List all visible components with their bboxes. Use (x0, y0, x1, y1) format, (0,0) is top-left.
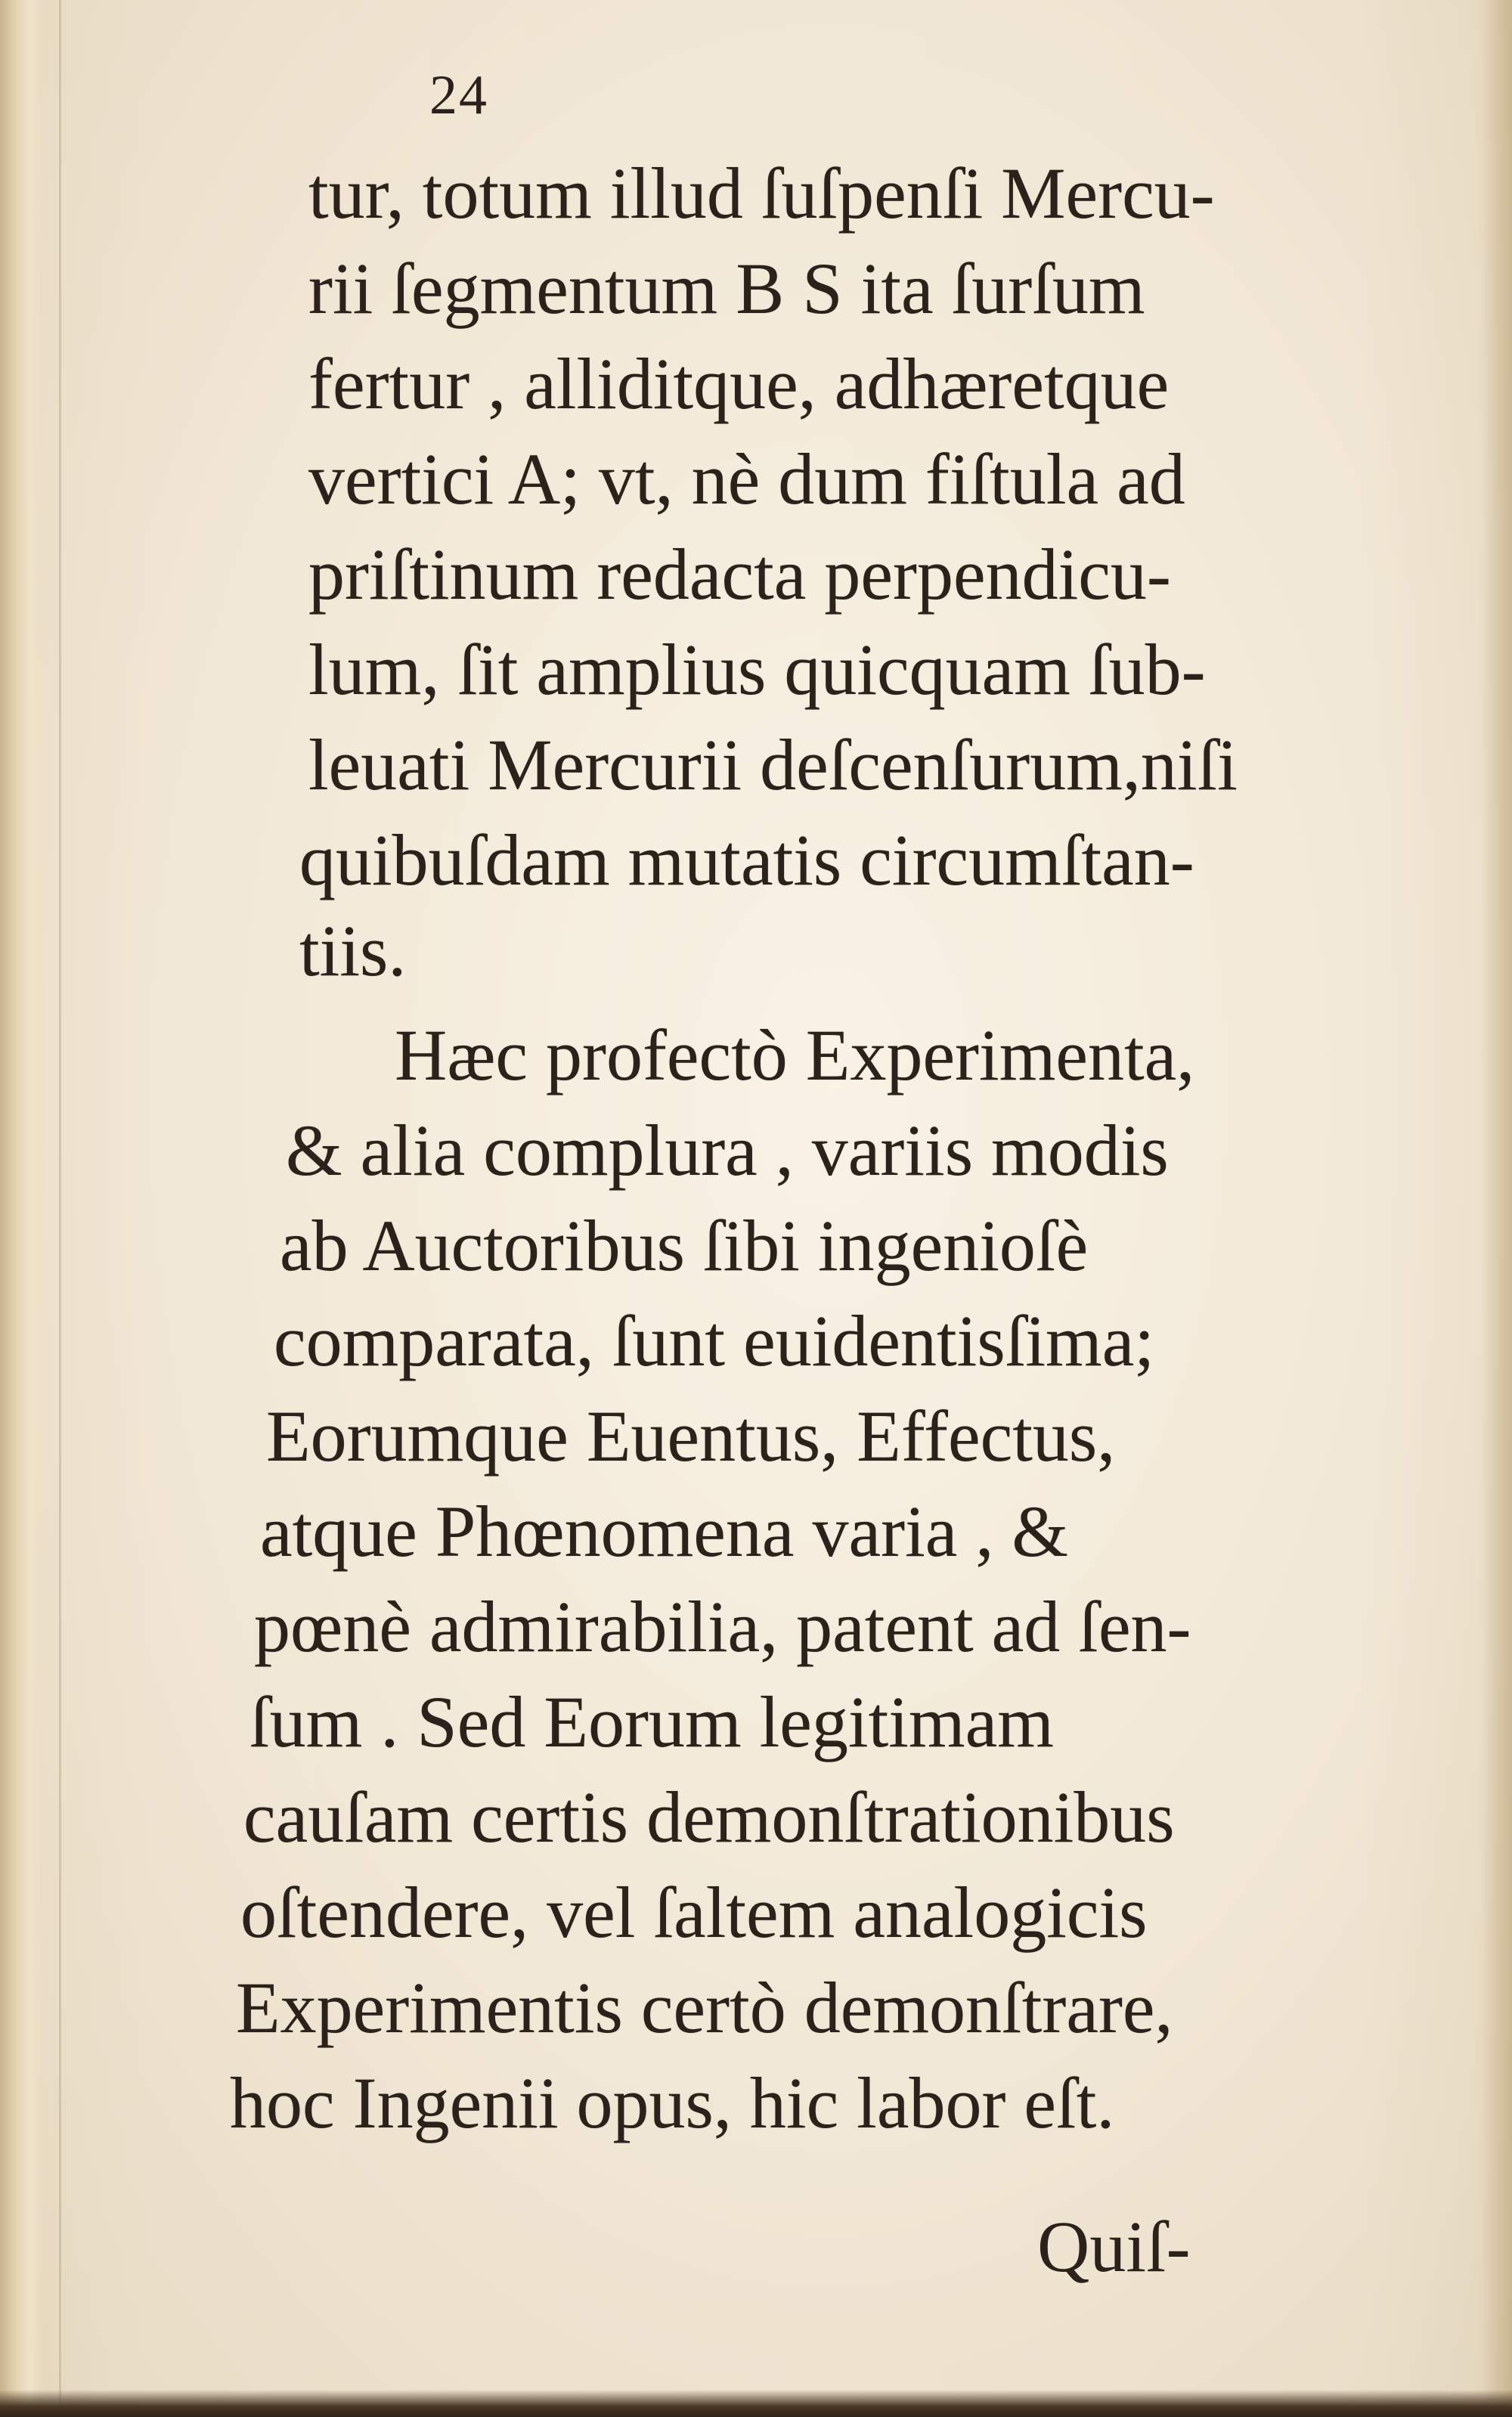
text-line: ab Auctoribus ſibi ingenioſè (280, 1205, 1089, 1286)
text-line: atque Phœnomena varia , & (260, 1491, 1069, 1572)
text-line: rii ſegmentum B S ita ſurſum (308, 248, 1145, 329)
catchword: Quiſ- (1037, 2206, 1191, 2287)
text-line: hoc Ingenii opus, hic labor eſt. (230, 2062, 1115, 2143)
text-line: pœnè admirabilia, patent ad ſen- (254, 1586, 1191, 1667)
text-line: tiis. (299, 910, 407, 991)
text-line: quibuſdam mutatis circumſtan- (299, 820, 1194, 900)
text-line: oſtendere, vel ſaltem analogicis (240, 1872, 1148, 1953)
text-line: & alia complura , variis modis (286, 1110, 1169, 1191)
text-line: comparata, ſunt euidentisſima; (274, 1300, 1154, 1381)
text-line: priſtinum redacta perpendicu- (308, 534, 1171, 615)
page-number: 24 (429, 64, 488, 126)
page-binding (0, 0, 44, 2417)
binding-crease (59, 0, 61, 2417)
text-line: lum, ſit amplius quicquam ſub- (308, 629, 1206, 710)
paragraph-first-line: Hæc profectò Experimenta, (395, 1015, 1195, 1095)
text-line: tur, totum illud ſuſpenſi Mercu- (308, 153, 1215, 234)
text-line: ſum . Sed Eorum legitimam (249, 1681, 1054, 1762)
text-line: leuati Mercurii deſcenſurum,niſi (308, 724, 1238, 805)
text-line: Experimentis certò demonſtrare, (236, 1967, 1173, 2048)
page-bottom-edge (0, 2390, 1512, 2417)
page-right-edge (1482, 0, 1512, 2417)
text-line: cauſam certis demonſtrationibus (243, 1777, 1175, 1858)
text-line: fertur , alliditque, adhæretque (308, 343, 1170, 424)
text-line: vertici A; vt, nè dum fiſtula ad (308, 438, 1185, 519)
text-line: Eorumque Euentus, Effectus, (266, 1396, 1116, 1477)
